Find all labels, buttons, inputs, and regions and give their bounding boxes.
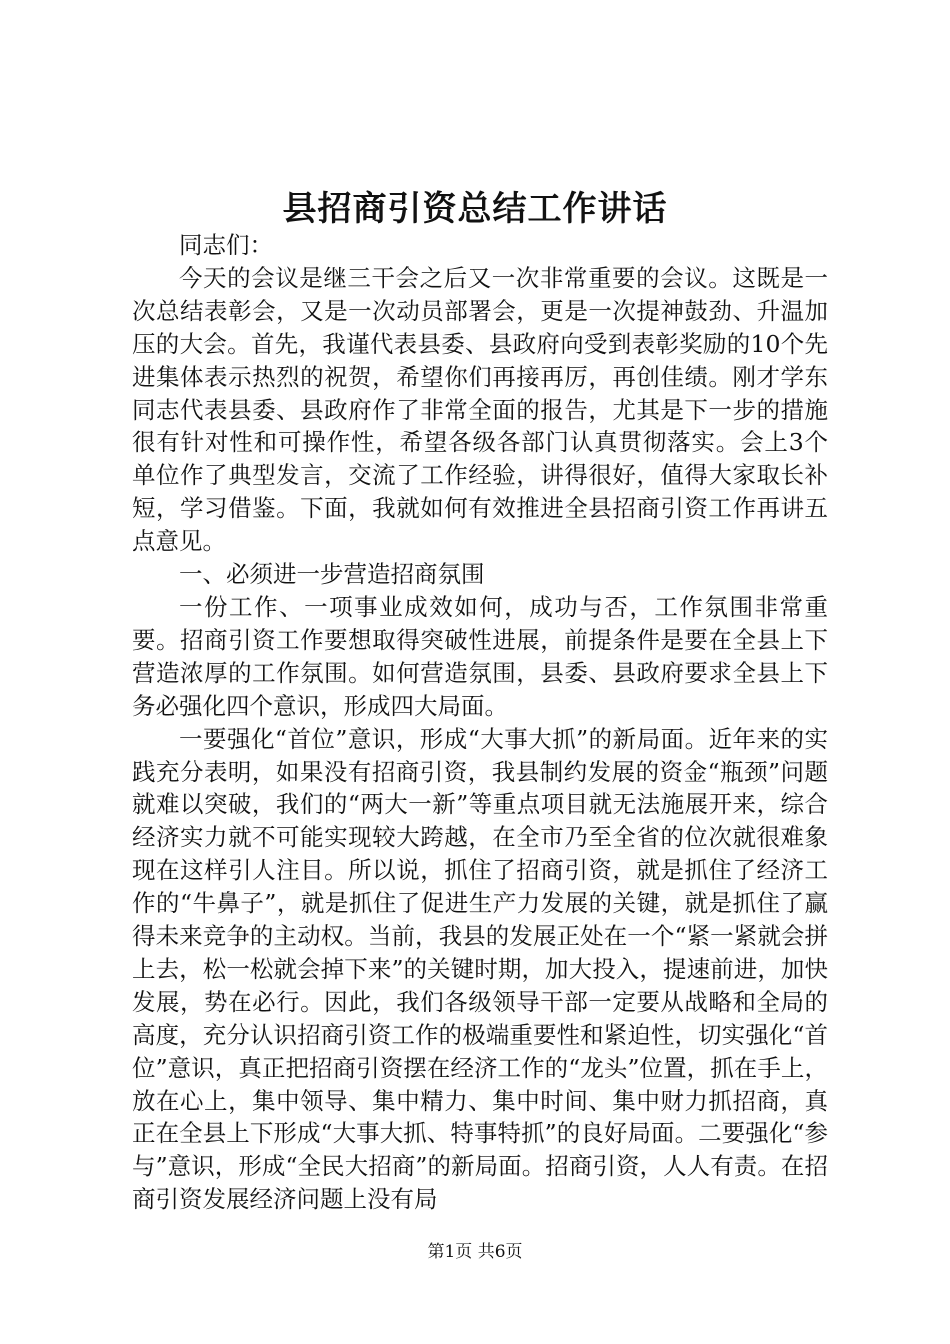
paragraph-intro: 今天的会议是继三干会之后又一次非常重要的会议。这既是一次总结表彰会，又是一次动员部署会，更是一次提神鼓劲、升温加压的大会。首先，我谨代表县委、县政府向受到表彰奖励的10个先进集体表示热烈的祝贺，希望你们再接再厉，再创佳绩。刚才学东同志代表县委、县政府作了非常全面的报告，尤其是下一步的措施很有针对性和可操作性，希望各级各部门认真贯彻落实。会上3个单位作了典型发言，交流了工作经验，讲得很好，值得大家取长补短，学习借鉴。下面，我就如何有效推进全县招商引资工作再讲五点意见。 (132, 263, 828, 556)
section-heading: 一、必须进一步营造招商氛围 (179, 560, 485, 589)
paragraph-atmosphere: 一份工作、一项事业成效如何，成功与否，工作氛围非常重要。招商引资工作要想取得突破性进展，前提条件是要在全县上下营造浓厚的工作氛围。如何营造氛围，县委、县政府要求全县上下务必强化四个意识，形成四大局面。 (132, 592, 828, 720)
document-body (132, 229, 828, 1216)
paragraph-first-priority: 一要强化“首位”意识，形成“大事大抓”的新局面。近年来的实践充分表明，如果没有招商引资，我县制约发展的资金“瓶颈”问题就难以突破，我们的“两大一新”等重点项目就无法施展开来，综合经济实力就不可能实现较大跨越，在全市乃至全省的位次就很难象现在这样引人注目。所以说，抓住了招商引资，就是抓住了经济工作的“牛鼻子”，就是抓住了促进生产力发展的关键，就是抓住了赢得未来竞争的主动权。当前，我县的发展正处在一个“紧一紧就会拼上去，松一松就会掉下来”的关键时期，加大投入，提速前进，加快发展，势在必行。因此，我们各级领导干部一定要从战略和全局的高度，充分认识招商引资工作的极端重要性和紧迫性，切实强化“首位”意识，真正把招商引资摆在经济工作的“龙头”位置，抓在手上，放在心上，集中领导、集中精力、集中时间、集中财力抓招商，真正在全县上下形成“大事大抓、特事特抓”的良好局面。二要强化“参与”意识，形成“全民大招商”的新局面。招商引资，人人有责。在招商引资发展经济问题上没有局 (132, 724, 828, 1214)
salutation: 同志们： (179, 231, 273, 259)
page-footer: 第1页 共6页 (427, 1242, 523, 1262)
document-title: 县招商引资总结工作讲话 (282, 189, 668, 229)
